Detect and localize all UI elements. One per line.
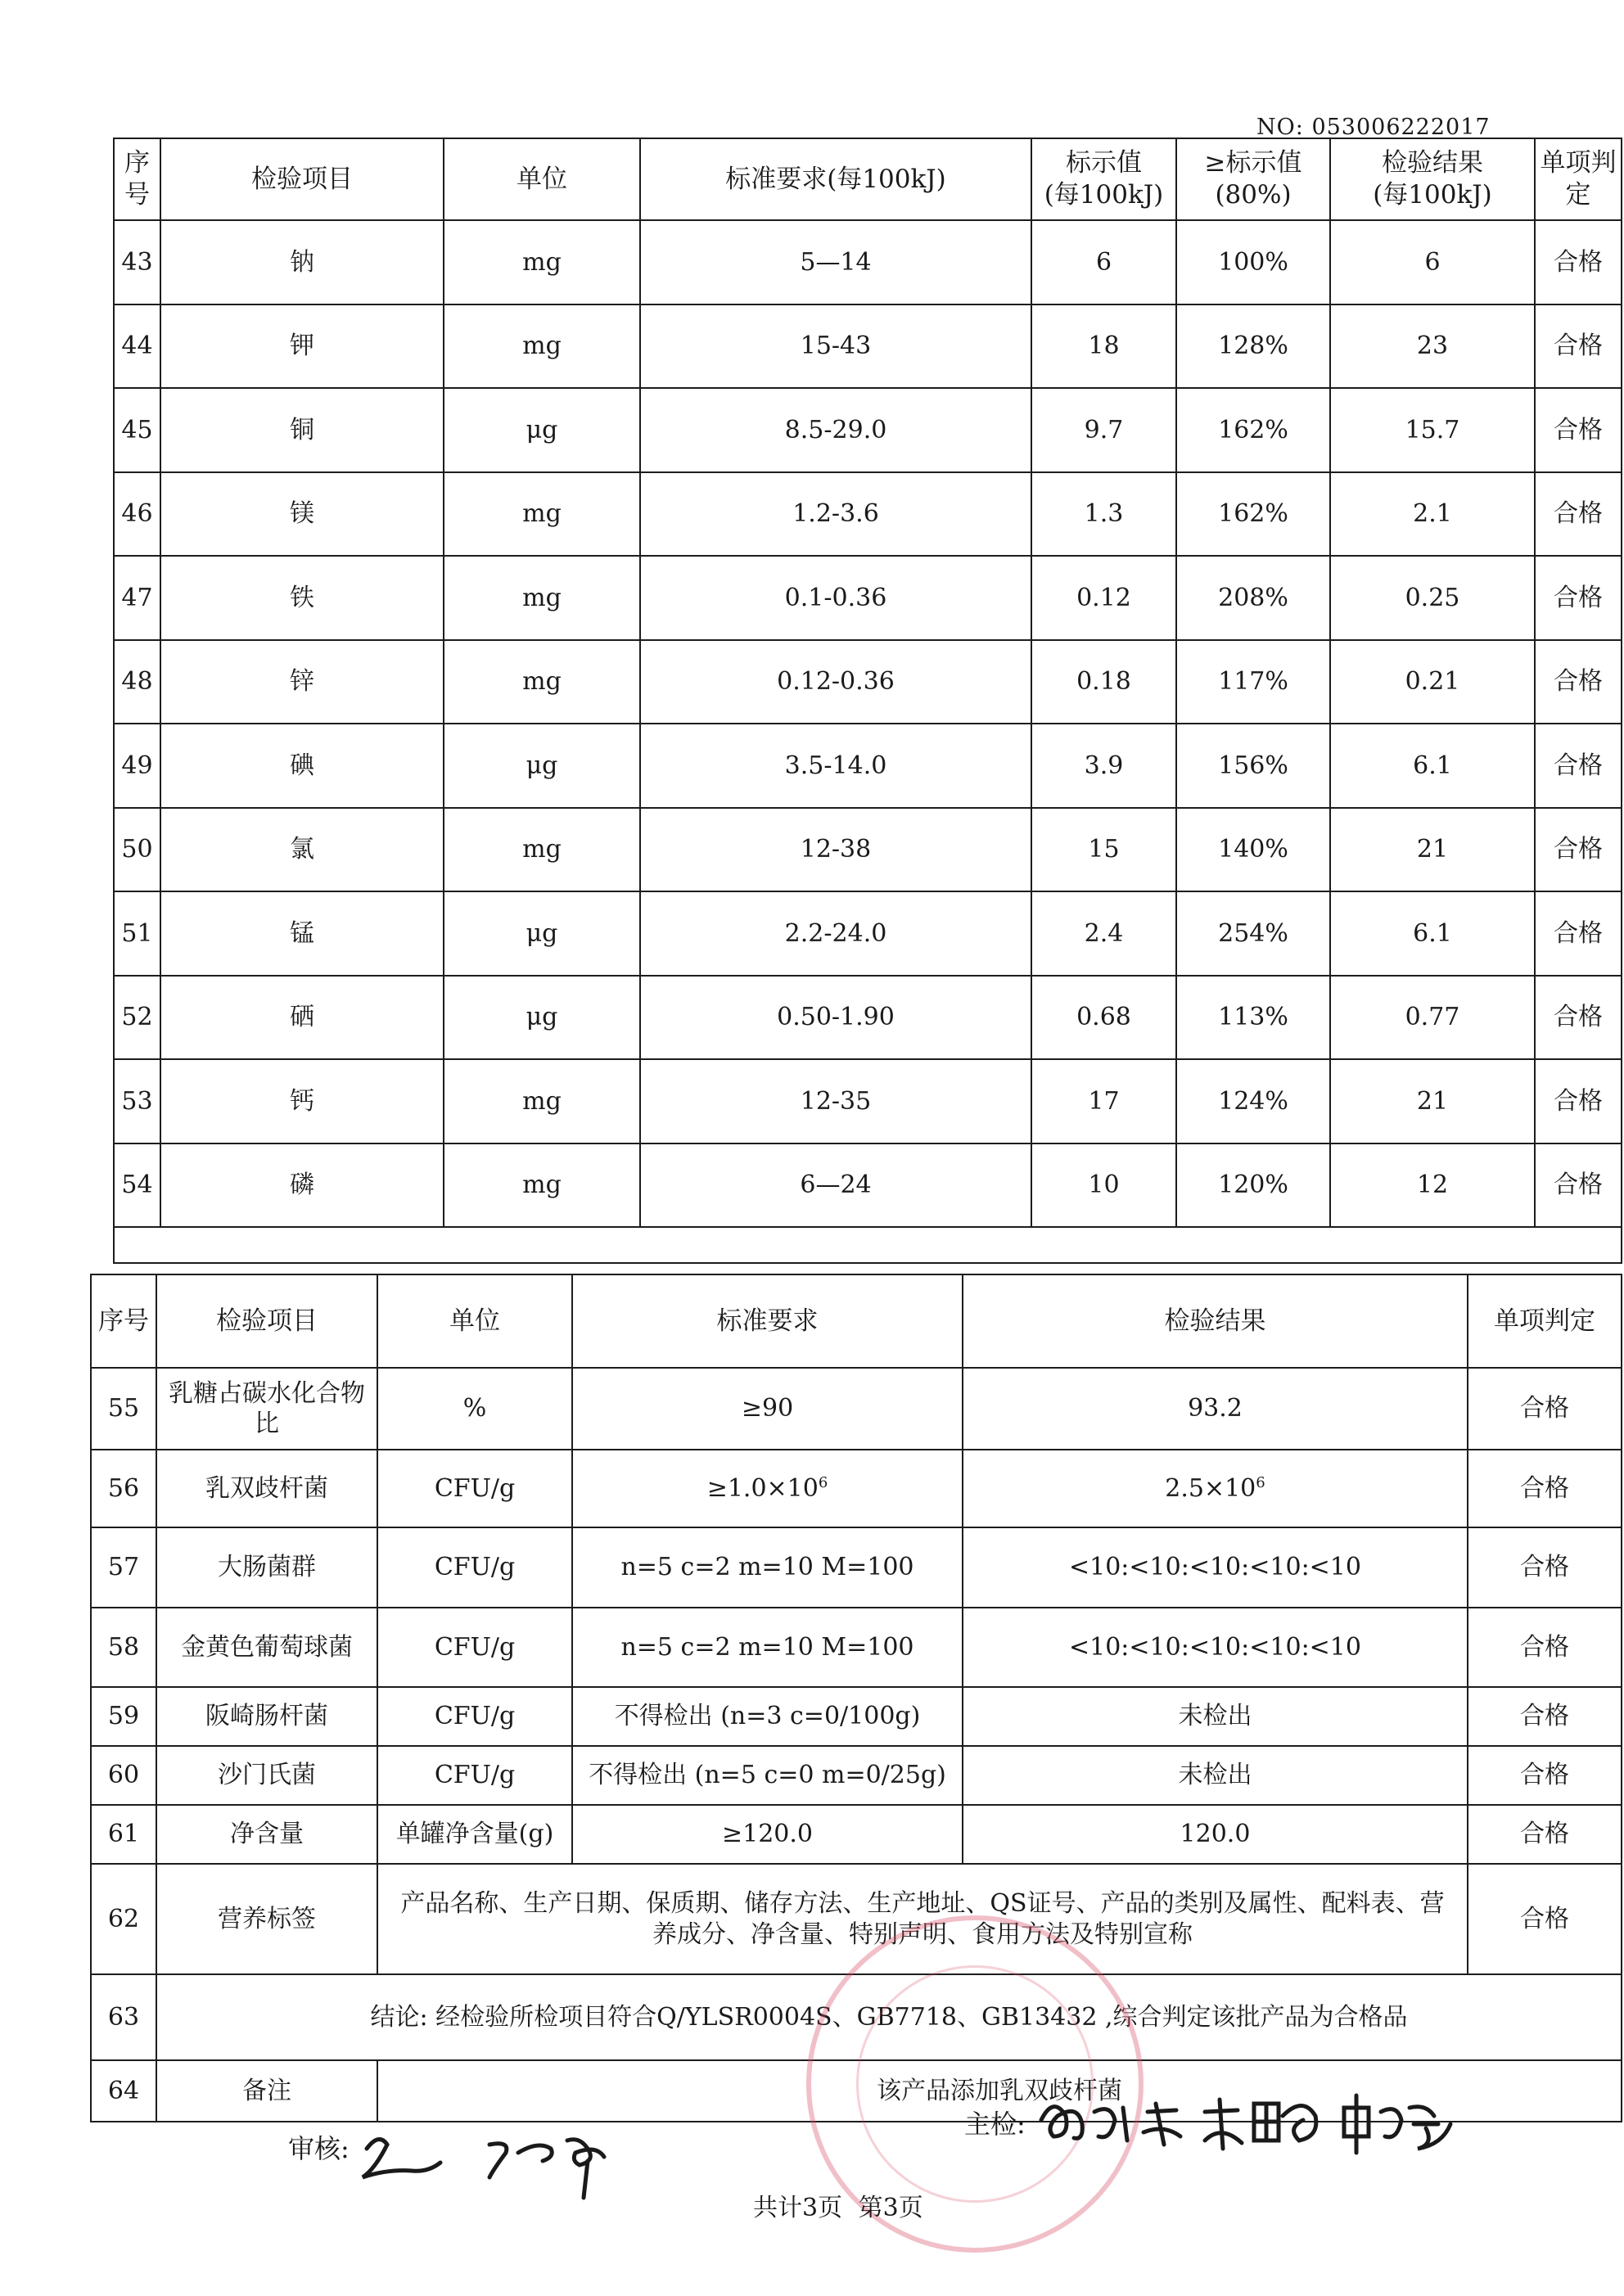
row-no: 49 bbox=[114, 724, 160, 808]
table-header-row bbox=[91, 1274, 1622, 1368]
row-label-value: 1.3 bbox=[1031, 472, 1176, 557]
report-number: NO: 053006222017 bbox=[1256, 115, 1491, 140]
row-unit: CFU/g bbox=[377, 1608, 572, 1687]
row-standard: 不得检出 (n=3 c=0/100g) bbox=[572, 1687, 963, 1746]
result-exponent: 6 bbox=[1256, 1473, 1265, 1491]
row-judgement: 合格 bbox=[1535, 724, 1622, 808]
row-judgement: 合格 bbox=[1468, 1450, 1622, 1527]
row-unit: μg bbox=[444, 388, 640, 472]
row-no: 45 bbox=[114, 388, 160, 472]
row-unit: mg bbox=[444, 304, 640, 389]
row-ratio: 140% bbox=[1176, 808, 1330, 892]
row-no: 51 bbox=[114, 891, 160, 976]
row-item: 碘 bbox=[160, 724, 444, 808]
mineral-results-table bbox=[113, 138, 1622, 1264]
table-row bbox=[114, 472, 1622, 557]
row-standard: 12-38 bbox=[640, 808, 1031, 892]
row-no: 48 bbox=[114, 640, 160, 724]
row-item: 净含量 bbox=[156, 1805, 377, 1864]
row-item: 金黄色葡萄球菌 bbox=[156, 1608, 377, 1687]
row-standard: 5—14 bbox=[640, 220, 1031, 304]
table-row bbox=[114, 556, 1622, 640]
row-judgement: 合格 bbox=[1468, 1805, 1622, 1864]
header-label-value-line1: 标示值 bbox=[1066, 148, 1142, 178]
row-standard: 8.5-29.0 bbox=[640, 388, 1031, 472]
row-item: 钙 bbox=[160, 1059, 444, 1143]
result-base: 2.5×10 bbox=[1165, 1473, 1256, 1503]
row-result: 6.1 bbox=[1330, 724, 1535, 808]
row-ratio: 156% bbox=[1176, 724, 1330, 808]
header-ratio-line1: ≥标示值 bbox=[1204, 148, 1302, 178]
row-unit: % bbox=[377, 1368, 572, 1450]
row-judgement: 合格 bbox=[1535, 304, 1622, 389]
conclusion-text: 结论: 经检验所检项目符合Q/YLSR0004S、GB7718、GB13432 ,综合判定该批产品为合格品 bbox=[156, 1974, 1622, 2060]
row-standard: 15-43 bbox=[640, 304, 1031, 389]
row-judgement: 合格 bbox=[1535, 1143, 1622, 1228]
table-row bbox=[91, 1368, 1622, 1450]
row-item: 阪崎肠杆菌 bbox=[156, 1687, 377, 1746]
row-no: 52 bbox=[114, 976, 160, 1060]
standard-exponent: 6 bbox=[818, 1473, 828, 1491]
header-result-line2: (每100kJ) bbox=[1373, 180, 1492, 210]
row-label-value: 10 bbox=[1031, 1143, 1176, 1228]
row-label-value: 9.7 bbox=[1031, 388, 1176, 472]
row-label-value: 18 bbox=[1031, 304, 1176, 389]
row-result: 6 bbox=[1330, 220, 1535, 304]
row-ratio: 128% bbox=[1176, 304, 1330, 389]
row-standard: n=5 c=2 m=10 M=100 bbox=[572, 1608, 963, 1687]
table-row bbox=[114, 1143, 1622, 1228]
table-row bbox=[91, 1527, 1622, 1608]
total-pages: 共计3页 bbox=[753, 2194, 843, 2222]
section-separator-row bbox=[114, 1227, 1622, 1263]
row-item: 硒 bbox=[160, 976, 444, 1060]
table-row bbox=[91, 1687, 1622, 1746]
row-standard: 12-35 bbox=[640, 1059, 1031, 1143]
row-judgement: 合格 bbox=[1468, 1687, 1622, 1746]
row-no: 59 bbox=[91, 1687, 156, 1746]
row-item: 钾 bbox=[160, 304, 444, 389]
row-unit: mg bbox=[444, 808, 640, 892]
row-result: <10:<10:<10:<10:<10 bbox=[963, 1608, 1468, 1687]
row-ratio: 100% bbox=[1176, 220, 1330, 304]
row-no: 64 bbox=[91, 2060, 156, 2122]
header-seq: 序号 bbox=[114, 138, 160, 220]
row-result: 6.1 bbox=[1330, 891, 1535, 976]
row-result: <10:<10:<10:<10:<10 bbox=[963, 1527, 1468, 1608]
row-judgement: 合格 bbox=[1468, 1527, 1622, 1608]
row-label-value: 0.18 bbox=[1031, 640, 1176, 724]
row-unit: 单罐净含量(g) bbox=[377, 1805, 572, 1864]
row-no: 50 bbox=[114, 808, 160, 892]
table-row bbox=[114, 724, 1622, 808]
row-judgement: 合格 bbox=[1535, 808, 1622, 892]
row-no: 60 bbox=[91, 1746, 156, 1805]
conclusion-row bbox=[91, 1974, 1622, 2060]
table-row bbox=[114, 640, 1622, 724]
header-result bbox=[1330, 138, 1535, 220]
row-label-value: 15 bbox=[1031, 808, 1176, 892]
section-separator-cell bbox=[114, 1227, 1622, 1263]
table-row bbox=[114, 891, 1622, 976]
row-item: 铁 bbox=[160, 556, 444, 640]
row-standard: 0.50-1.90 bbox=[640, 976, 1031, 1060]
table-row bbox=[114, 808, 1622, 892]
row-item: 钠 bbox=[160, 220, 444, 304]
row-no: 46 bbox=[114, 472, 160, 557]
row-label-value: 0.68 bbox=[1031, 976, 1176, 1060]
row-ratio: 117% bbox=[1176, 640, 1330, 724]
row-unit: μg bbox=[444, 724, 640, 808]
row-standard: 0.12-0.36 bbox=[640, 640, 1031, 724]
row-no: 47 bbox=[114, 556, 160, 640]
row-ratio: 120% bbox=[1176, 1143, 1330, 1228]
row-item: 乳糖占碳水化合物比 bbox=[156, 1368, 377, 1450]
row-result: 0.21 bbox=[1330, 640, 1535, 724]
row-label-value: 0.12 bbox=[1031, 556, 1176, 640]
header-seq: 序号 bbox=[91, 1274, 156, 1368]
row-ratio: 124% bbox=[1176, 1059, 1330, 1143]
row-no: 61 bbox=[91, 1805, 156, 1864]
header-result-line1: 检验结果 bbox=[1382, 148, 1483, 178]
row-judgement: 合格 bbox=[1468, 1864, 1622, 1974]
row-result: 23 bbox=[1330, 304, 1535, 389]
row-no: 62 bbox=[91, 1864, 156, 1974]
row-item: 乳双歧杆菌 bbox=[156, 1450, 377, 1527]
header-result: 检验结果 bbox=[963, 1274, 1468, 1368]
page-footer bbox=[753, 2187, 923, 2223]
row-label-value: 2.4 bbox=[1031, 891, 1176, 976]
row-result: 21 bbox=[1330, 1059, 1535, 1143]
row-no: 63 bbox=[91, 1974, 156, 2060]
header-unit: 单位 bbox=[377, 1274, 572, 1368]
row-unit: CFU/g bbox=[377, 1687, 572, 1746]
row-standard: 3.5-14.0 bbox=[640, 724, 1031, 808]
row-unit: mg bbox=[444, 472, 640, 557]
row-standard: 0.1-0.36 bbox=[640, 556, 1031, 640]
row-unit: mg bbox=[444, 640, 640, 724]
row-no: 54 bbox=[114, 1143, 160, 1228]
row-standard: 不得检出 (n=5 c=0 m=0/25g) bbox=[572, 1746, 963, 1805]
row-item: 锰 bbox=[160, 891, 444, 976]
row-item: 磷 bbox=[160, 1143, 444, 1228]
header-label-value-line2: (每100kJ) bbox=[1044, 180, 1164, 210]
mineral-results-body bbox=[114, 220, 1622, 1263]
standard-base: ≥1.0×10 bbox=[706, 1473, 819, 1503]
row-judgement: 合格 bbox=[1535, 891, 1622, 976]
row-result: 21 bbox=[1330, 808, 1535, 892]
row-item: 大肠菌群 bbox=[156, 1527, 377, 1608]
row-judgement: 合格 bbox=[1535, 388, 1622, 472]
row-standard: ≥90 bbox=[572, 1368, 963, 1450]
header-item: 检验项目 bbox=[160, 138, 444, 220]
row-standard bbox=[572, 1450, 963, 1527]
nutrition-label-content: 产品名称、生产日期、保质期、储存方法、生产地址、QS证号、产品的类别及属性、配料表、营养成分、净含量、特别声明、食用方法及特别宣称 bbox=[377, 1864, 1468, 1974]
row-unit: CFU/g bbox=[377, 1527, 572, 1608]
row-no: 56 bbox=[91, 1450, 156, 1527]
row-no: 43 bbox=[114, 220, 160, 304]
row-unit: mg bbox=[444, 1059, 640, 1143]
row-unit: mg bbox=[444, 556, 640, 640]
row-ratio: 208% bbox=[1176, 556, 1330, 640]
row-label-value: 6 bbox=[1031, 220, 1176, 304]
table-row bbox=[114, 388, 1622, 472]
row-result bbox=[963, 1450, 1468, 1527]
table-row bbox=[114, 304, 1622, 389]
header-judgement: 单项判定 bbox=[1468, 1274, 1622, 1368]
remark-text: 该产品添加乳双歧杆菌 bbox=[377, 2060, 1622, 2122]
reviewer-label: 审核: bbox=[288, 2133, 350, 2164]
row-unit: μg bbox=[444, 891, 640, 976]
row-unit: mg bbox=[444, 220, 640, 304]
microbiology-results-table bbox=[90, 1274, 1622, 2122]
table-row bbox=[91, 1805, 1622, 1864]
row-judgement: 合格 bbox=[1468, 1608, 1622, 1687]
header-standard: 标准要求(每100kJ) bbox=[640, 138, 1031, 220]
row-ratio: 113% bbox=[1176, 976, 1330, 1060]
row-no: 57 bbox=[91, 1527, 156, 1608]
row-judgement: 合格 bbox=[1468, 1368, 1622, 1450]
row-ratio: 162% bbox=[1176, 388, 1330, 472]
row-judgement: 合格 bbox=[1468, 1746, 1622, 1805]
header-judgement: 单项判定 bbox=[1535, 138, 1622, 220]
header-label-value bbox=[1031, 138, 1176, 220]
inspector-signature bbox=[1033, 2079, 1475, 2161]
row-standard: n=5 c=2 m=10 M=100 bbox=[572, 1527, 963, 1608]
row-judgement: 合格 bbox=[1535, 640, 1622, 724]
row-result: 未检出 bbox=[963, 1746, 1468, 1805]
row-no: 58 bbox=[91, 1608, 156, 1687]
row-judgement: 合格 bbox=[1535, 472, 1622, 557]
row-label-value: 3.9 bbox=[1031, 724, 1176, 808]
row-label-value: 17 bbox=[1031, 1059, 1176, 1143]
row-unit: CFU/g bbox=[377, 1450, 572, 1527]
header-item: 检验项目 bbox=[156, 1274, 377, 1368]
current-page: 第3页 bbox=[858, 2194, 923, 2222]
row-result: 未检出 bbox=[963, 1687, 1468, 1746]
row-result: 12 bbox=[1330, 1143, 1535, 1228]
table-row bbox=[114, 976, 1622, 1060]
row-standard: 1.2-3.6 bbox=[640, 472, 1031, 557]
table-row bbox=[91, 1746, 1622, 1805]
row-ratio: 162% bbox=[1176, 472, 1330, 557]
row-item: 锌 bbox=[160, 640, 444, 724]
row-result: 2.1 bbox=[1330, 472, 1535, 557]
reviewer-signature bbox=[350, 2112, 661, 2202]
row-item: 营养标签 bbox=[156, 1864, 377, 1974]
row-judgement: 合格 bbox=[1535, 976, 1622, 1060]
header-standard: 标准要求 bbox=[572, 1274, 963, 1368]
row-result: 93.2 bbox=[963, 1368, 1468, 1450]
row-item: 铜 bbox=[160, 388, 444, 472]
table-row bbox=[91, 1450, 1622, 1527]
row-no: 44 bbox=[114, 304, 160, 389]
row-judgement: 合格 bbox=[1535, 220, 1622, 304]
table-row bbox=[91, 1864, 1622, 1974]
row-no: 53 bbox=[114, 1059, 160, 1143]
row-ratio: 254% bbox=[1176, 891, 1330, 976]
table-row bbox=[91, 1608, 1622, 1687]
header-ratio-line2: (80%) bbox=[1215, 180, 1292, 210]
row-unit: CFU/g bbox=[377, 1746, 572, 1805]
row-unit: μg bbox=[444, 976, 640, 1060]
table-row bbox=[114, 1059, 1622, 1143]
row-judgement: 合格 bbox=[1535, 1059, 1622, 1143]
row-standard: ≥120.0 bbox=[572, 1805, 963, 1864]
row-standard: 2.2-24.0 bbox=[640, 891, 1031, 976]
row-no: 55 bbox=[91, 1368, 156, 1450]
header-unit: 单位 bbox=[444, 138, 640, 220]
row-result: 15.7 bbox=[1330, 388, 1535, 472]
row-judgement: 合格 bbox=[1535, 556, 1622, 640]
row-item: 沙门氏菌 bbox=[156, 1746, 377, 1805]
row-unit: mg bbox=[444, 1143, 640, 1228]
header-ratio bbox=[1176, 138, 1330, 220]
row-result: 0.77 bbox=[1330, 976, 1535, 1060]
table-header-row bbox=[114, 138, 1622, 220]
row-item: 镁 bbox=[160, 472, 444, 557]
row-item: 氯 bbox=[160, 808, 444, 892]
row-result: 120.0 bbox=[963, 1805, 1468, 1864]
row-standard: 6—24 bbox=[640, 1143, 1031, 1228]
table-row bbox=[114, 220, 1622, 304]
remark-label: 备注 bbox=[156, 2060, 377, 2122]
row-result: 0.25 bbox=[1330, 556, 1535, 640]
inspector-label: 主检: bbox=[964, 2109, 1026, 2140]
